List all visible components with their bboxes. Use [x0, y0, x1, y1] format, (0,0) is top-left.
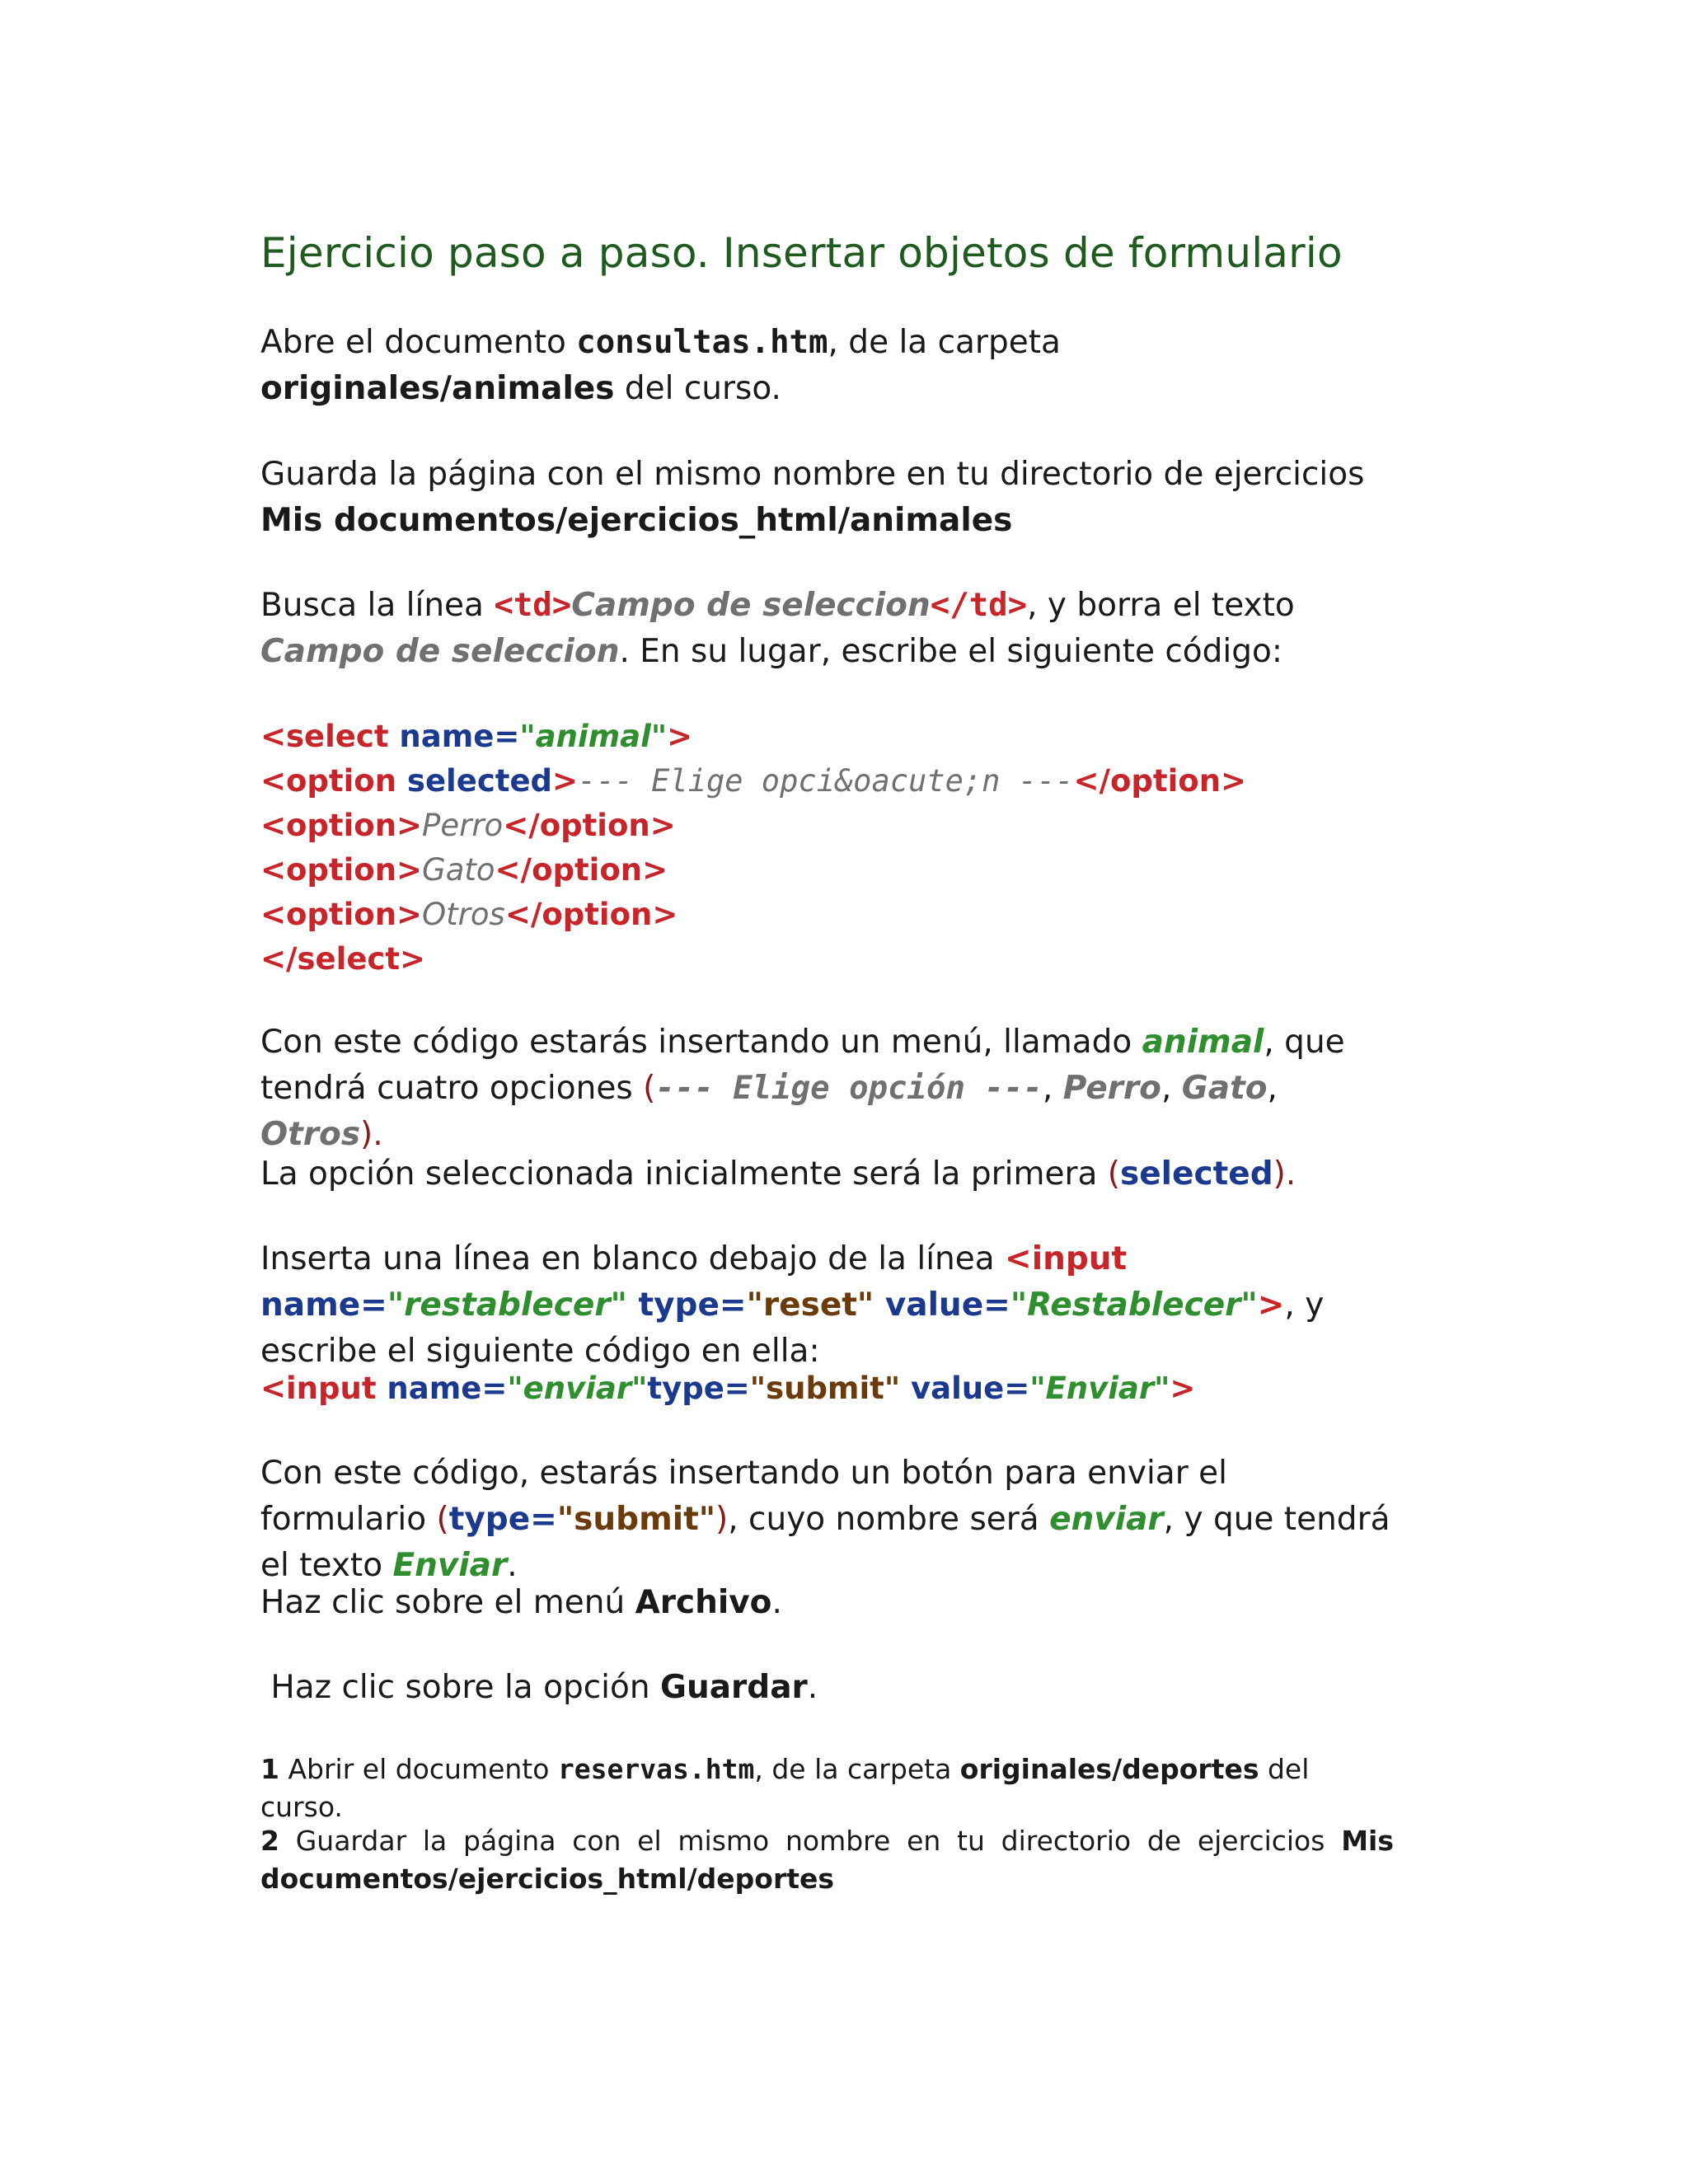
text: , — [1042, 1070, 1063, 1107]
code-tag: <select — [260, 719, 389, 754]
paren: ( — [643, 1070, 656, 1107]
menu-name: animal — [1142, 1024, 1264, 1061]
directory-path: Mis documentos/ejercicios_html/animales — [260, 502, 1013, 539]
code-tag: > — [667, 719, 693, 754]
step-1 — [260, 1750, 1394, 1826]
paragraph-open-document — [260, 320, 1398, 412]
code-tag: </option> — [504, 897, 678, 932]
text: , cuyo nombre será — [728, 1501, 1050, 1538]
code-block-input — [260, 1366, 1195, 1411]
keyword: selected — [1120, 1155, 1273, 1193]
page-title: Ejercicio paso a paso. Insertar objetos de formulario — [260, 229, 1343, 277]
paren: ) — [715, 1501, 729, 1538]
text: , y borra el texto — [1027, 587, 1295, 624]
code-line — [260, 804, 1246, 848]
code-attr: value= — [874, 1286, 1010, 1324]
directory-path: Mis — [1341, 1825, 1394, 1857]
code-block-select — [260, 715, 1246, 982]
step-number: 1 — [260, 1753, 279, 1785]
option-text: Otros — [260, 1116, 361, 1153]
code-tag: <input — [1005, 1240, 1128, 1277]
code-tag: </td> — [930, 587, 1028, 624]
code-tag: > — [1257, 1286, 1285, 1324]
code-value: "Enviar" — [1029, 1371, 1170, 1406]
step-2-line-2 — [260, 1860, 1394, 1898]
text: . — [771, 1584, 782, 1621]
code-tag: </option> — [1073, 763, 1247, 799]
code-line — [260, 937, 1246, 982]
text: , — [1160, 1070, 1182, 1107]
option-label: Guardar — [659, 1669, 808, 1706]
code-line — [260, 848, 1246, 893]
text: Haz clic sobre la opción — [260, 1669, 660, 1706]
paren: ( — [436, 1501, 449, 1538]
code-tag: <option — [260, 763, 397, 799]
text: Inserta una línea en blanco debajo de la línea — [260, 1240, 1006, 1277]
text: Con este código, estarás insertando un botón para enviar el formulario — [260, 1455, 1227, 1538]
code-value: "enviar" — [507, 1371, 648, 1406]
code-value: "restablecer" — [387, 1286, 627, 1324]
paragraph-find-line — [260, 583, 1398, 675]
paragraph-save-page — [260, 452, 1398, 544]
option-text: Gato — [1181, 1070, 1268, 1107]
code-value: "animal" — [519, 719, 668, 754]
text: , y que tendrá el texto — [260, 1501, 1390, 1584]
text: Guarda la página con el mismo nombre en tu directorio de ejercicios — [260, 456, 1365, 493]
option-text: --- Elige opción --- — [655, 1070, 1043, 1107]
paren: ( — [1107, 1155, 1121, 1193]
code-value: "Restablecer" — [1010, 1286, 1258, 1324]
paragraph-menu-explanation — [260, 1019, 1398, 1158]
step-2-line-1 — [260, 1822, 1394, 1860]
code-attr: value= — [900, 1371, 1030, 1406]
code-text: Gato — [422, 852, 495, 888]
text: . — [507, 1547, 518, 1584]
code-tag: <option> — [260, 897, 423, 932]
text: , y escribe el siguiente código en ella: — [260, 1286, 1325, 1370]
code-tag: </select> — [260, 941, 426, 977]
text: Abrir el documento — [279, 1753, 558, 1785]
text: La opción seleccionada inicialmente será la primera — [260, 1155, 1108, 1193]
code-tag: <td> — [494, 587, 572, 624]
code-value: "submit" — [749, 1371, 901, 1406]
code-tag: > — [1170, 1371, 1196, 1406]
keyword-value: "submit" — [556, 1501, 716, 1538]
text: Abre el documento — [260, 324, 577, 361]
code-attr: name= — [376, 1371, 508, 1406]
paragraph-insert-line — [260, 1236, 1398, 1375]
folder-name: originales/deportes — [959, 1753, 1259, 1785]
code-text: Otros — [422, 897, 505, 932]
code-attr: type= — [626, 1286, 747, 1324]
text: Con este código estarás insertando un menú, llamado — [260, 1024, 1142, 1061]
code-line — [260, 759, 1246, 804]
text: , de la carpeta — [828, 324, 1061, 361]
menu-label: Archivo — [635, 1584, 772, 1621]
text: , que tendrá cuatro opciones — [260, 1024, 1345, 1107]
paren: ). — [360, 1116, 383, 1153]
paragraph-guardar-option — [260, 1665, 1398, 1711]
button-text: Enviar — [392, 1547, 508, 1584]
code-attr: selected — [396, 763, 553, 799]
text: Guardar la página con el mismo nombre en tu directorio de ejercicios — [279, 1825, 1342, 1857]
code-attr: name= — [260, 1286, 387, 1324]
text: . En su lugar, escribe el siguiente código: — [619, 633, 1282, 670]
paragraph-archivo-menu — [260, 1580, 1398, 1626]
text: Busca la línea — [260, 587, 495, 624]
text: del curso. — [614, 370, 781, 407]
code-tag: <option> — [260, 852, 423, 888]
file-name: consultas.htm — [576, 324, 828, 361]
keyword: type= — [448, 1501, 557, 1538]
code-tag: > — [552, 763, 579, 799]
code-attr: type= — [647, 1371, 750, 1406]
code-line — [260, 715, 1246, 759]
code-tag: <option> — [260, 808, 423, 843]
code-tag: </option> — [495, 852, 668, 888]
step-number: 2 — [260, 1825, 279, 1857]
button-name: enviar — [1049, 1501, 1164, 1538]
italic-text: Campo de seleccion — [260, 633, 620, 670]
code-line — [260, 893, 1246, 937]
code-text: --- Elige opci&oacute;n --- — [578, 763, 1074, 799]
text: . — [807, 1669, 818, 1706]
text: Haz clic sobre el menú — [260, 1584, 635, 1621]
text: , de la carpeta — [754, 1753, 960, 1785]
folder-name: originales/animales — [260, 370, 615, 407]
code-attr: name= — [388, 719, 520, 754]
option-text: Perro — [1062, 1070, 1161, 1107]
code-tag: </option> — [503, 808, 676, 843]
paren: ). — [1273, 1155, 1296, 1193]
code-tag: <input — [260, 1371, 377, 1406]
directory-path: documentos/ejercicios_html/deportes — [260, 1863, 835, 1895]
paragraph-selected-option — [260, 1151, 1398, 1197]
code-line — [260, 1366, 1195, 1411]
code-text: Perro — [422, 808, 504, 843]
code-text: Campo de seleccion — [571, 587, 931, 624]
file-name: reservas.htm — [557, 1753, 755, 1785]
text: del curso. — [260, 1753, 1310, 1823]
code-value: "reset" — [746, 1286, 874, 1324]
text: , — [1267, 1070, 1278, 1107]
paragraph-submit-explanation — [260, 1451, 1398, 1589]
